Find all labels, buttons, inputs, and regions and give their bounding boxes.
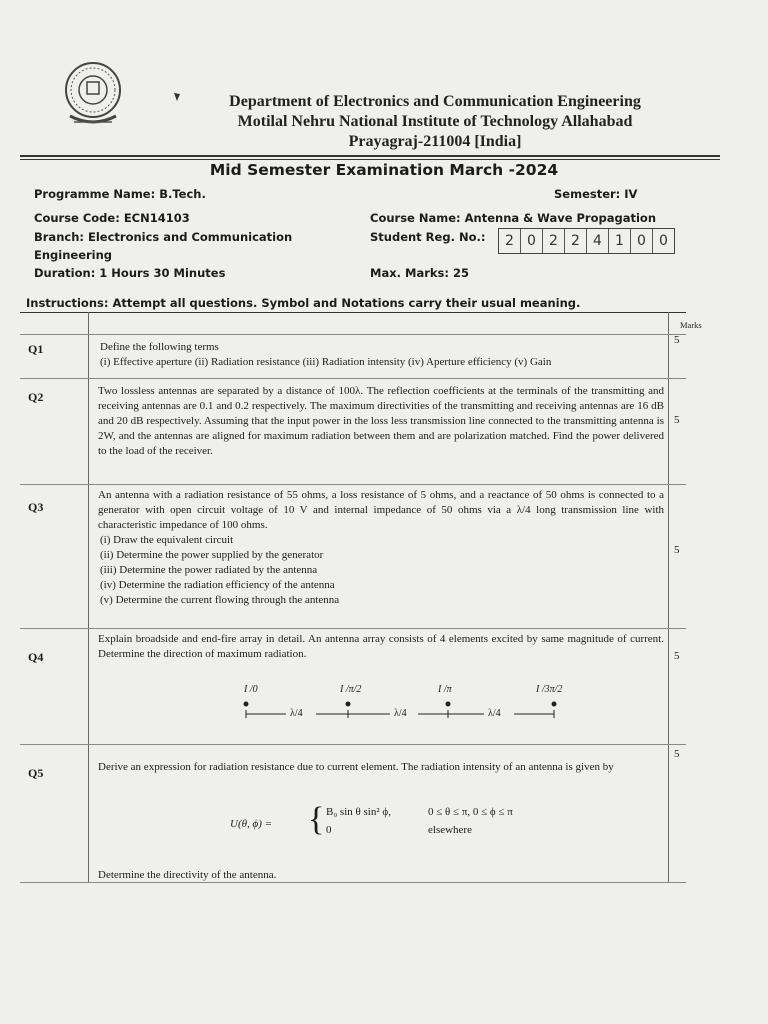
- institute-address: Prayagraj-211004 [India]: [348, 133, 522, 150]
- question-text: Derive an expression for radiation resistance due to current element. The radiation intensity of an antenna is given by: [98, 761, 614, 773]
- branch-line1: Branch: Electronics and Communication: [34, 230, 293, 244]
- semester: Semester: IV: [554, 187, 638, 201]
- spacing-label: λ/4: [290, 708, 303, 719]
- q3-part: (v) Determine the current flowing through the antenna: [100, 594, 340, 606]
- question-marks: 5: [674, 748, 680, 760]
- student-reg-boxes: [498, 228, 675, 254]
- reg-digit: 0: [631, 229, 653, 253]
- formula-case1-condition: 0 ≤ θ ≤ π, 0 ≤ ϕ ≤ π: [428, 806, 513, 818]
- reg-digit: 4: [587, 229, 609, 253]
- brace-icon: {: [308, 801, 325, 838]
- reg-digit: 0: [659, 233, 668, 249]
- reg-digit: 2: [543, 229, 565, 253]
- q5-closing: Determine the directivity of the antenna.: [98, 869, 277, 881]
- question-text: [98, 488, 664, 608]
- exam-title: Mid Semester Examination March -2024: [209, 161, 559, 179]
- reg-digit: 0: [521, 229, 543, 253]
- column-divider: [88, 312, 89, 882]
- question-marks: 5: [674, 334, 680, 346]
- question-number: Q5: [28, 766, 44, 780]
- table-bottom-rule: [20, 882, 686, 883]
- course-code: Course Code: ECN14103: [34, 211, 190, 225]
- max-marks: Max. Marks: 25: [370, 266, 469, 280]
- q3-part: (ii) Determine the power supplied by the generator: [100, 549, 324, 561]
- question-number: Q4: [28, 650, 44, 664]
- branch-line2: Engineering: [34, 248, 113, 262]
- duration: Duration: 1 Hours 30 Minutes: [34, 266, 226, 280]
- question-number: Q3: [28, 500, 44, 514]
- question-text: Two lossless antennas are separated by a distance of 100λ. The reflection coefficients at the terminals of the transmitting and receiving antennas are 0.1 and 0.2 respectively. The maximum directivities of the transmitting and receiving antennas are 16 dB and 20 dB respectively. Assuming that the input power in the loss less transmission line connected to the transmitting antenna is 2W, and the antennas are aligned for maximum radiation between them and are polarization matched. Find the power delivered to the load of the receiver.: [98, 385, 664, 457]
- q1-line: (i) Effective aperture (ii) Radiation resistance (iii) Radiation intensity (iv) Aperture efficiency (v) Gain: [100, 356, 552, 368]
- element-current-label: I /π: [438, 684, 452, 695]
- q3-part: (i) Draw the equivalent circuit: [100, 534, 234, 546]
- column-divider: [668, 312, 669, 882]
- q3-part: (iv) Determine the radiation efficiency of the antenna: [100, 579, 335, 591]
- reg-digit: 1: [609, 229, 631, 253]
- q3-part: (iii) Determine the power radiated by the antenna: [100, 564, 318, 576]
- course-name: Course Name: Antenna & Wave Propagation: [370, 211, 657, 225]
- formula-lhs: U(θ, ϕ) =: [230, 818, 273, 830]
- formula-case1: B₀ sin θ sin² ϕ,: [326, 806, 391, 818]
- row-divider: [20, 334, 686, 335]
- question-marks: 5: [674, 544, 680, 556]
- reg-digit: 2: [499, 229, 521, 253]
- question-text: Explain broadside and end-fire array in detail. An antenna array consists of 4 elements excited by same magnitude of current. Determine the direction of maximum radiation.: [98, 633, 664, 660]
- marks-header: Marks: [680, 320, 702, 330]
- question-number: Q1: [28, 342, 44, 356]
- department-name: Department of Electronics and Communication Engineering: [229, 93, 641, 110]
- programme-name: Programme Name: B.Tech.: [34, 187, 206, 201]
- reg-digit: 2: [565, 229, 587, 253]
- antenna-array-diagram: [240, 684, 620, 724]
- row-divider: [20, 484, 686, 485]
- question-number: Q2: [28, 390, 44, 404]
- formula-case2: 0: [326, 824, 332, 836]
- instructions: Instructions: Attempt all questions. Symbol and Notations carry their usual meaning.: [26, 296, 581, 310]
- spacing-label: λ/4: [394, 708, 407, 719]
- questions-table: [20, 312, 702, 882]
- header-rule-thin: [20, 159, 720, 160]
- radiation-intensity-formula: [230, 802, 630, 852]
- question-marks: 5: [674, 650, 680, 662]
- element-current-label: I /3π/2: [536, 684, 563, 695]
- q3-intro: An antenna with a radiation resistance of 55 ohms, a loss resistance of 5 ohms, and a reactance of 50 ohms is connected to a generator with open circuit voltage of 10 V and internal impedance of 50 ohms via a λ/4 long transmission line with characteristic impedance of 100 ohms.: [98, 489, 664, 531]
- row-divider: [20, 628, 686, 629]
- row-divider: [20, 378, 686, 379]
- row-divider: [20, 744, 686, 745]
- spacing-label: λ/4: [488, 708, 501, 719]
- element-current-label: I /π/2: [340, 684, 362, 695]
- question-marks: 5: [674, 414, 680, 426]
- q1-line: Define the following terms: [100, 341, 219, 353]
- student-reg-label: Student Reg. No.:: [370, 230, 486, 244]
- header-rule: [20, 155, 720, 157]
- element-current-label: I /0: [244, 684, 258, 695]
- institute-name: Motilal Nehru National Institute of Technology Allahabad: [237, 113, 633, 130]
- institute-logo-icon: [60, 60, 126, 130]
- question-text: [98, 340, 664, 370]
- table-top-rule: [20, 312, 686, 313]
- formula-case2-condition: elsewhere: [428, 824, 472, 836]
